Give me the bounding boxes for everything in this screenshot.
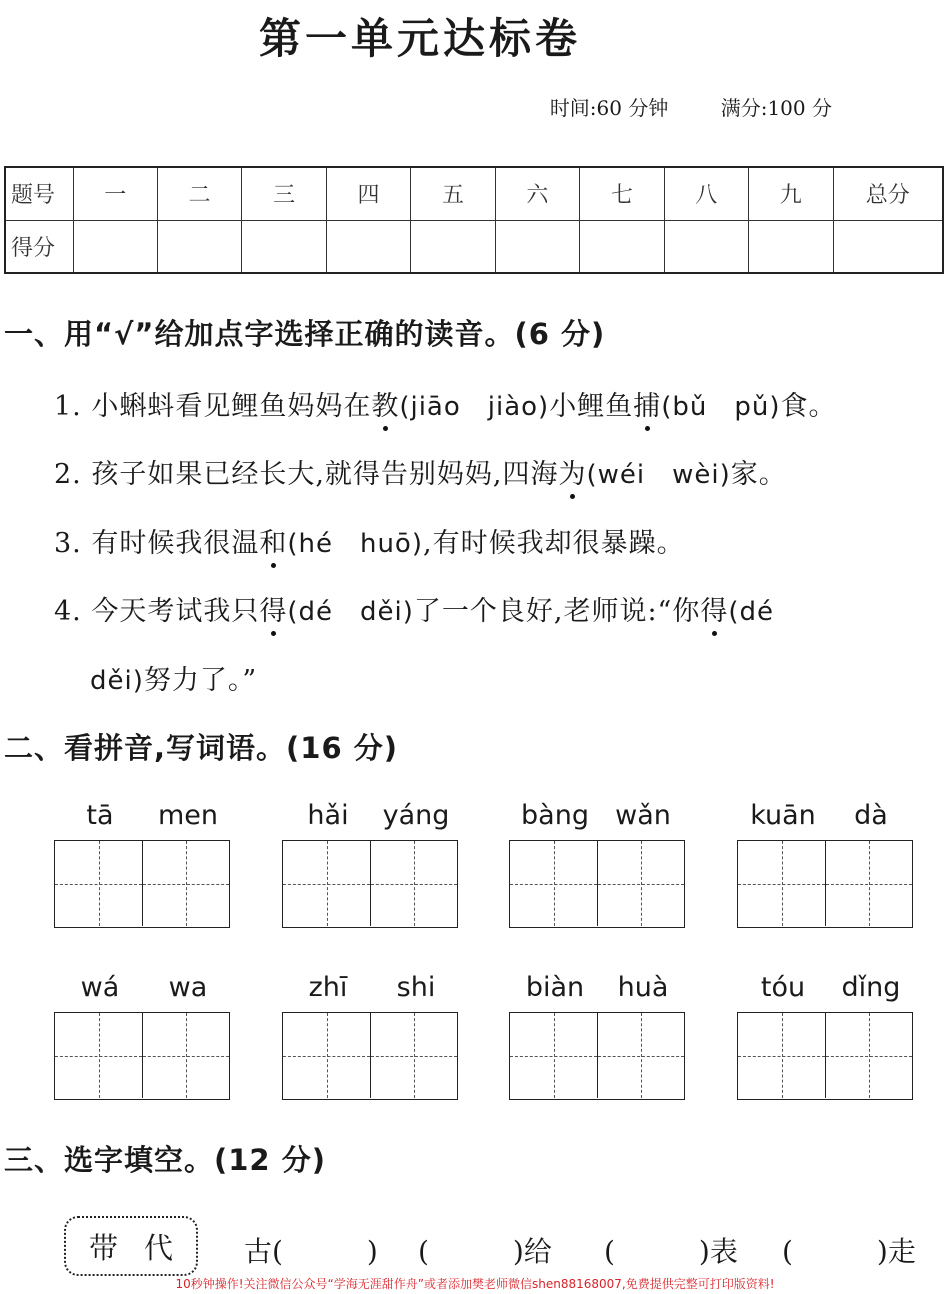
score-cell: 一 [73,167,157,220]
question-text: 小鲤鱼 [549,391,634,422]
pinyin-choice[interactable]: (dé [728,597,774,627]
dotted-char: 为 [559,452,587,491]
writing-cell[interactable] [142,841,229,926]
writing-cell[interactable] [283,841,370,926]
writing-cell[interactable] [510,841,597,926]
pinyin-label: wá [80,972,120,1003]
question-text: 1. 小蝌蚪看见鲤鱼妈妈在 [54,391,372,422]
writing-cell[interactable] [825,1013,912,1098]
section1-title: 一、用“√”给加点字选择正确的读音。(6 分) [4,317,606,351]
character-choice-box [64,1216,198,1276]
writing-cell[interactable] [510,1013,597,1098]
section2-title: 二、看拼音,写词语。(16 分) [4,731,398,765]
footer-promo: 10秒钟操作!关注微信公众号“学海无涯甜作舟”或者添加樊老师微信shen88168007,免费提供完整可打印版资料! [175,1277,775,1291]
fill-blank[interactable]: ( )表 [604,1235,738,1268]
pinyin-label: bàng [521,800,589,831]
question-4 [54,589,774,628]
score-cell: 题号 [5,167,73,220]
exam-time: 时间:60 分钟 [549,96,669,120]
score-blank[interactable] [157,220,241,273]
pinyin-label: tā [86,800,114,831]
dotted-char: 和 [259,521,287,560]
question-4-continued [90,658,257,697]
score-cell: 三 [242,167,326,220]
writing-grid[interactable] [509,840,685,928]
pinyin-label: huà [617,972,669,1003]
pinyin-label: shi [396,972,436,1003]
question-text: ,有时候我却很暴躁。 [422,528,685,559]
pinyin-label: dǐng [841,972,901,1003]
score-blank[interactable] [495,220,579,273]
question-text: 家。 [730,459,787,490]
question-text: 4. 今天考试我只 [54,596,260,627]
score-cell: 二 [157,167,241,220]
writing-cell[interactable] [597,1013,684,1098]
writing-cell[interactable] [370,1013,457,1098]
writing-grid[interactable] [509,1012,685,1100]
fill-blank[interactable]: ( )走 [782,1235,916,1268]
score-cell: 八 [664,167,748,220]
choice-char: 带 [88,1230,118,1265]
writing-cell[interactable] [55,841,142,926]
writing-grid[interactable] [737,840,913,928]
writing-cell[interactable] [738,841,825,926]
dotted-char: 得 [259,589,287,628]
score-cell: 五 [411,167,495,220]
question-text: 了一个良好,老师说:“你 [413,596,701,627]
question-1 [54,384,836,423]
score-cell: 七 [580,167,664,220]
score-table-header-row [5,167,943,220]
writing-cell[interactable] [825,841,912,926]
pinyin-label: men [157,800,219,831]
score-table [4,166,944,274]
score-blank[interactable] [411,220,495,273]
question-2 [54,452,787,491]
writing-cell[interactable] [597,841,684,926]
score-table-score-row [5,220,943,273]
pinyin-label: wǎn [615,800,671,831]
pinyin-choice[interactable]: (hé huō) [287,529,423,559]
dotted-char: 捕 [633,384,661,423]
score-cell: 六 [495,167,579,220]
pinyin-choice[interactable]: děi) [90,666,144,696]
question-3 [54,521,685,560]
pinyin-label: hǎi [307,800,349,831]
writing-grid[interactable] [737,1012,913,1100]
section3-title: 三、选字填空。(12 分) [4,1143,326,1177]
question-text: 努力了。” [143,665,258,696]
writing-grid[interactable] [54,1012,230,1100]
pinyin-label: zhī [308,972,348,1003]
pinyin-label: yáng [382,800,450,831]
score-blank[interactable] [326,220,410,273]
pinyin-label: dà [854,800,888,831]
score-blank[interactable] [242,220,326,273]
score-cell: 四 [326,167,410,220]
writing-cell[interactable] [142,1013,229,1098]
pinyin-label: tóu [760,972,806,1003]
writing-grid[interactable] [282,1012,458,1100]
score-blank[interactable] [749,220,834,273]
writing-grid[interactable] [282,840,458,928]
question-text: 2. 孩子如果已经长大,就得告别妈妈,四海 [54,459,559,490]
choice-char: 代 [143,1230,173,1265]
writing-cell[interactable] [283,1013,370,1098]
pinyin-choice[interactable]: (jiāo jiào) [399,392,550,422]
pinyin-choice[interactable]: (dé děi) [287,597,414,627]
score-blank[interactable] [580,220,664,273]
writing-cell[interactable] [738,1013,825,1098]
dotted-char: 教 [371,384,399,423]
pinyin-label: biàn [525,972,585,1003]
score-blank[interactable] [73,220,157,273]
score-cell: 九 [749,167,834,220]
pinyin-choice[interactable]: (bǔ pǔ) [661,392,781,422]
score-blank[interactable] [664,220,748,273]
question-text: 食。 [780,391,837,422]
pinyin-label: kuān [750,800,816,831]
score-blank[interactable] [833,220,943,273]
exam-full-score: 满分:100 分 [720,96,832,120]
pinyin-choice[interactable]: (wéi wèi) [586,460,731,490]
page-title: 第一单元达标卷 [258,14,581,63]
score-cell: 得分 [5,220,73,273]
fill-blank[interactable]: ( )给 [418,1235,552,1268]
writing-cell[interactable] [55,1013,142,1098]
question-text: 3. 有时候我很温 [54,528,260,559]
pinyin-label: wa [168,972,208,1003]
score-cell: 总分 [833,167,943,220]
fill-blank[interactable]: 古( ) [244,1235,378,1268]
exam-meta [504,92,832,121]
writing-cell[interactable] [370,841,457,926]
dotted-char: 得 [700,589,728,628]
writing-grid[interactable] [54,840,230,928]
